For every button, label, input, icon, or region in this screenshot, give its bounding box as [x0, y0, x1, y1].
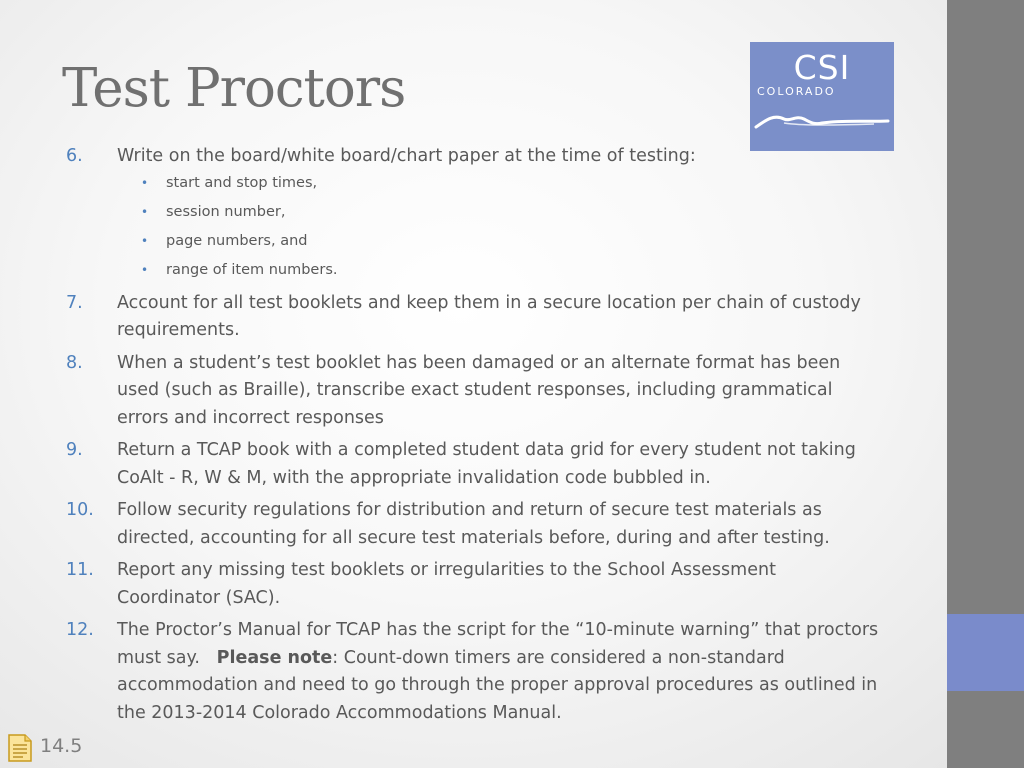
- list-item-text-continued: : Count-down timers are considered a non-standard accommodation and need to go through the proper approval procedures as outlined in the 2013-2014 Colorado Accommodations Manual.: [117, 647, 878, 723]
- sub-list: [117, 174, 882, 279]
- list-item-9: [62, 437, 882, 492]
- sub-list-item: [117, 261, 882, 279]
- list-item-text: The Proctor’s Manual for TCAP has the script for the “10-minute warning” that proctors must say.: [117, 620, 879, 668]
- list-item-text: Return a TCAP book with a completed student data grid for every student not taking CoAlt - R, W & M, with the appropriate invalidation code bubbled in.: [117, 440, 856, 488]
- please-note-label: Please note: [216, 647, 333, 668]
- csi-colorado-logo: [750, 42, 894, 151]
- sub-list-item: [117, 203, 882, 221]
- bullet-icon: •: [141, 233, 149, 248]
- list-item-10: [62, 497, 882, 552]
- list-number: 7.: [66, 292, 83, 313]
- slide-body: [62, 143, 882, 732]
- bullet-icon: •: [141, 262, 149, 277]
- sub-list-item-text: range of item numbers.: [166, 261, 338, 278]
- list-number: 11.: [66, 560, 94, 580]
- sub-list-item: [117, 174, 882, 192]
- list-item-text: When a student’s test booklet has been damaged or an alternate format has been used (such as Braille), transcribe exact student responses, including grammatical errors and incorrect responses: [117, 352, 841, 428]
- slide-title: Test Proctors: [62, 58, 406, 119]
- notes-icon[interactable]: [7, 733, 33, 763]
- list-number: 6.: [66, 146, 83, 166]
- list-item-6: [62, 143, 882, 279]
- mountain-icon: [754, 110, 890, 132]
- slide-number: 14.5: [40, 735, 83, 757]
- sub-list-item-text: session number,: [166, 203, 286, 220]
- logo-text-colorado: COLORADO: [757, 85, 836, 98]
- sidebar-accent-block: [947, 614, 1024, 691]
- bullet-icon: •: [141, 175, 149, 190]
- list-number: 8.: [66, 352, 83, 373]
- list-item-text: Follow security regulations for distribution and return of secure test materials as directed, accounting for all secure test materials before, during and after testing.: [117, 500, 830, 548]
- list-item-11: [62, 557, 882, 612]
- bullet-icon: •: [141, 204, 149, 219]
- sub-list-item: [117, 232, 882, 250]
- list-item-7: [62, 290, 882, 345]
- list-item-text: Report any missing test booklets or irregularities to the School Assessment Coordinator (SAC).: [117, 560, 776, 608]
- list-number: 10.: [66, 500, 94, 520]
- list-item-text: Account for all test booklets and keep them in a secure location per chain of custody requirements.: [117, 292, 861, 340]
- list-number: 12.: [66, 620, 94, 640]
- logo-text-csi: CSI: [793, 48, 851, 87]
- sub-list-item-text: page numbers, and: [166, 232, 308, 249]
- list-item-text: Write on the board/white board/chart paper at the time of testing:: [117, 146, 696, 166]
- sub-list-item-text: start and stop times,: [166, 174, 318, 191]
- list-item-8: [62, 350, 882, 433]
- list-number: 9.: [66, 440, 83, 460]
- list-item-12: [62, 617, 882, 727]
